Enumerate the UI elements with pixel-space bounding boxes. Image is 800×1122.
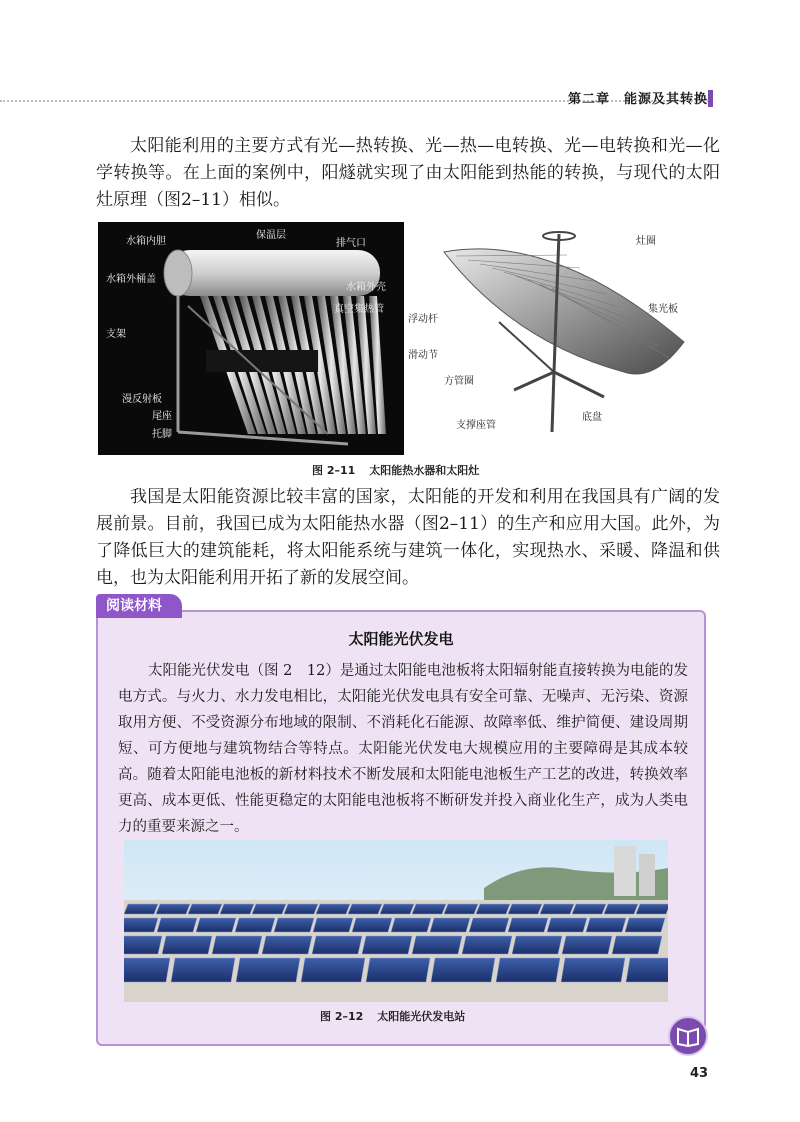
solar-panel: [366, 958, 430, 982]
solar-panel: [124, 958, 170, 982]
solar-water-heater-image: [98, 222, 404, 455]
solar-cooker-image: [404, 222, 704, 457]
reading-material-tab: 阅读材料: [96, 594, 182, 618]
solar-panel: [412, 936, 462, 954]
figure-2-11-number: 图 2–11: [312, 464, 356, 477]
label-tank-liner: 水箱内胆: [126, 236, 166, 247]
solar-panel: [156, 904, 190, 914]
solar-panel: [274, 918, 314, 932]
solar-panel: [252, 904, 286, 914]
label-reflector: 漫反射板: [122, 394, 162, 405]
solar-panel: [636, 904, 668, 914]
solar-panel: [124, 918, 158, 932]
label-support-tube: 支撑座管: [456, 420, 496, 431]
solar-panel: [431, 958, 495, 982]
figure-2-11: [98, 222, 698, 457]
label-float-rod: 浮动杆: [408, 314, 438, 325]
solar-panel: [391, 918, 431, 932]
pv-station-photo: [124, 840, 668, 1002]
label-tail-seat: 尾座: [152, 411, 172, 422]
chapter-accent-bar: [708, 90, 713, 107]
solar-panel: [469, 918, 509, 932]
pv-station-drawing: [124, 840, 668, 1002]
solar-panel: [124, 904, 158, 914]
page-number: 43: [690, 1066, 709, 1081]
solar-panel: [604, 904, 638, 914]
solar-panel: [496, 958, 560, 982]
solar-panel: [540, 904, 574, 914]
solar-panel: [196, 918, 236, 932]
solar-panel: [586, 918, 626, 932]
solar-panel: [508, 904, 542, 914]
figure-2-12-number: 图 2–12: [320, 1010, 364, 1023]
solar-panel: [462, 936, 512, 954]
solar-panel: [380, 904, 414, 914]
reading-title: 太阳能光伏发电: [348, 630, 454, 648]
solar-panel: [212, 936, 262, 954]
figure-2-12-caption: [320, 1008, 479, 1024]
label-base-plate: 底盘: [582, 412, 602, 423]
solar-panel: [124, 936, 162, 954]
solar-panel: [162, 936, 212, 954]
solar-panel: [171, 958, 235, 982]
solar-panel: [547, 918, 587, 932]
solar-panel: [625, 918, 665, 932]
paragraph-solar-development: 我国是太阳能资源比较丰富的国家，太阳能的开发和利用在我国具有广阔的发展前景。目前，我国已成为太阳能热水器（图2–11）的生产和应用大国。此外，为了降低巨大的建筑能耗，将太阳能系统与建筑一体化，实现热水、采暖、降温和供电，也为太阳能利用开拓了新的发展空间。: [96, 487, 720, 588]
reading-book-icon: [668, 1016, 708, 1056]
solar-panel: [612, 936, 662, 954]
water-heater-drawing: [98, 222, 404, 455]
solar-panel: [572, 904, 606, 914]
solar-panel: [301, 958, 365, 982]
solar-panel: [412, 904, 446, 914]
reading-material-box: [96, 610, 706, 1046]
solar-panel: [561, 958, 625, 982]
label-stove-ring: 灶圈: [636, 236, 656, 247]
figure-2-12-text: 太阳能光伏发电站: [377, 1010, 466, 1023]
solar-panel: [626, 958, 668, 982]
solar-panel: [362, 936, 412, 954]
solar-panel: [157, 918, 197, 932]
solar-panel: [430, 918, 470, 932]
solar-panel: [312, 936, 362, 954]
paragraph-solar-usage: 太阳能利用的主要方式有光—热转换、光—热—电转换、光—电转换和光—化学转换等。在上面的案例中，阳燧就实现了由太阳能到热能的转换，与现代的太阳灶原理（图2–11）相似。: [96, 136, 720, 210]
solar-panel: [220, 904, 254, 914]
solar-panel: [476, 904, 510, 914]
solar-panel: [316, 904, 350, 914]
label-foot: 托脚: [152, 429, 172, 440]
figure-2-11-text: 太阳能热水器和太阳灶: [369, 464, 480, 477]
solar-panel: [352, 918, 392, 932]
solar-panel: [188, 904, 222, 914]
label-tank-shell: 水箱外壳: [346, 282, 386, 293]
reading-body: 太阳能光伏发电（图 2 12）是通过太阳能电池板将太阳辐射能直接转换为电能的发电方式。与火力、水力发电相比，太阳能光伏发电具有安全可靠、无噪声、无污染、资源取用方便、不受资源分布地域的限制、不消耗化石能源、故障率低、维护简便、建设周期短、可方便地与建筑物结合等特点。太阳能光伏发电大规模应用的主要障碍是其成本较高。随着太阳能电池板的新材料技术不断发展和太阳能电池板生产工艺的改进，转换效率更高、成本更低、性能更稳定的太阳能电池板将不断研发并投入商业化生产，成为人类电力的重要来源之一。: [118, 663, 688, 835]
solar-cooker-drawing: [404, 222, 704, 457]
solar-panel: [444, 904, 478, 914]
label-stand: 支架: [106, 329, 126, 340]
label-slide-joint: 滑动节: [408, 350, 438, 361]
label-square-ring: 方管圈: [444, 376, 474, 387]
solar-panel: [236, 958, 300, 982]
chapter-title: 第二章 能源及其转换: [567, 92, 708, 107]
solar-panel: [262, 936, 312, 954]
label-vacuum-tube: 真空集热管: [334, 304, 384, 315]
label-insulation: 保温层: [256, 230, 286, 241]
solar-panel: [284, 904, 318, 914]
label-collector: 集光板: [648, 304, 678, 315]
book-icon: [670, 1018, 706, 1054]
label-tank-cover: 水箱外桶盖: [106, 274, 156, 285]
label-vent: 排气口: [336, 238, 366, 249]
solar-panel: [562, 936, 612, 954]
solar-panel: [313, 918, 353, 932]
figure-2-11-caption: [312, 462, 493, 478]
solar-panel: [512, 936, 562, 954]
solar-panel: [235, 918, 275, 932]
solar-panel: [348, 904, 382, 914]
solar-panel: [508, 918, 548, 932]
